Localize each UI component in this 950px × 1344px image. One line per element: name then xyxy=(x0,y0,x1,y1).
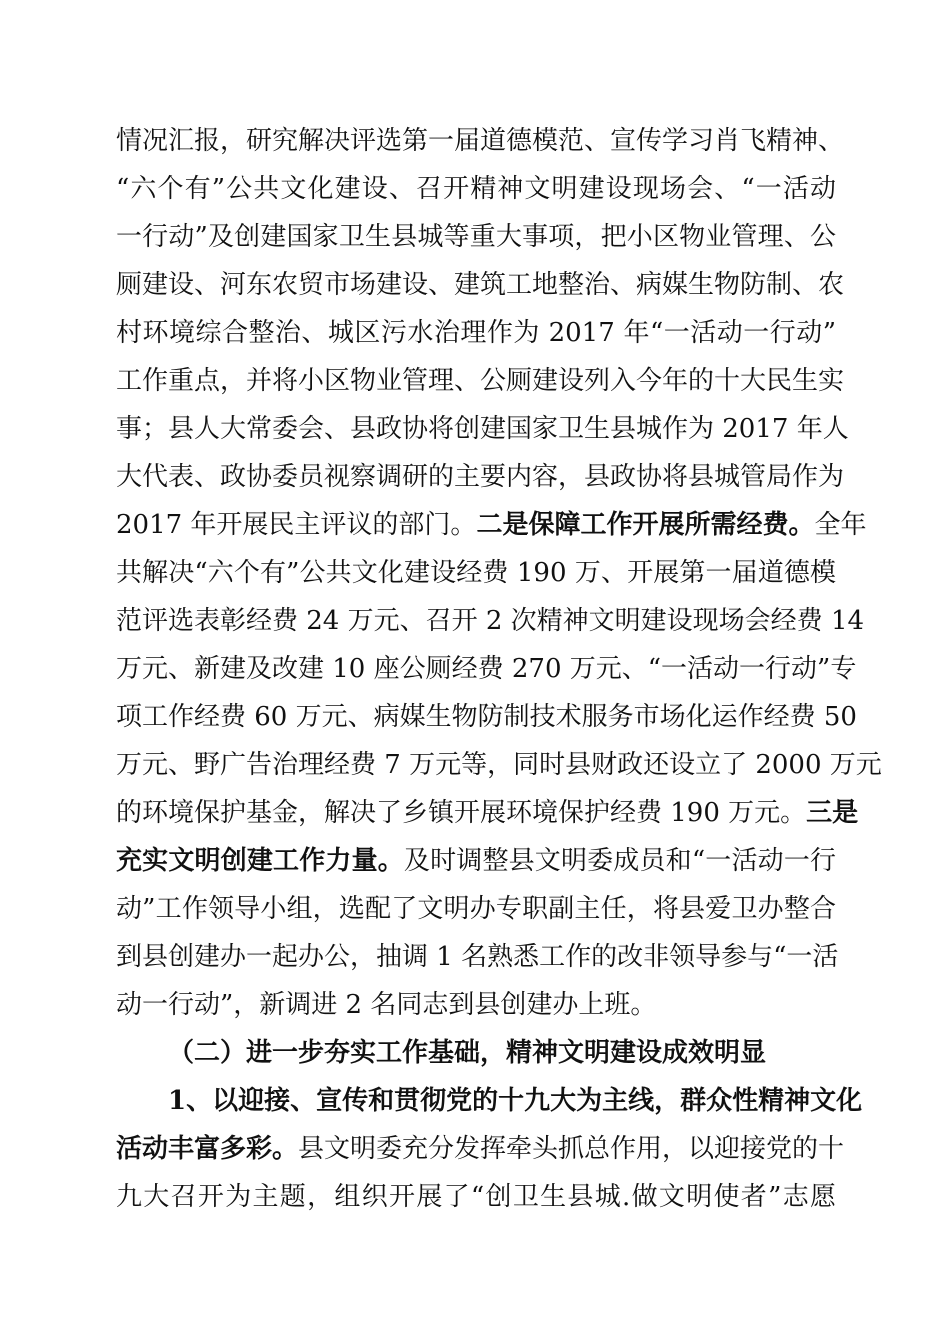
text-line: 大代表、政协委员视察调研的主要内容，县政协将县城管局作为 xyxy=(116,462,845,492)
text-line: 共解决“六个有”公共文化建设经费 190 万、开展第一届道德模 xyxy=(116,558,836,588)
text-line: 事；县人大常委会、县政协将创建国家卫生县城作为 2017 年人 xyxy=(116,414,849,444)
text-line: 九大召开为主题，组织开展了“创卫生县城.做文明使者”志愿 xyxy=(116,1182,836,1212)
section-heading: （二）进一步夯实工作基础，精神文明建设成效明显 xyxy=(168,1038,767,1068)
text-line: 万元、野广告治理经费 7 万元等，同时县财政还设立了 2000 万元 xyxy=(116,750,882,780)
text-line: 充实文明创建工作力量。及时调整县文明委成员和“一活动一行 xyxy=(116,846,836,876)
text-line: 的环境保护基金，解决了乡镇开展环境保护经费 190 万元。三是 xyxy=(116,798,859,828)
subsection-heading-line xyxy=(168,1077,863,1125)
bold-phrase: 充实文明创建工作力量。 xyxy=(116,846,404,876)
text-line: 2017 年开展民主评议的部门。二是保障工作开展所需经费。全年 xyxy=(116,510,867,540)
text-line: 活动丰富多彩。县文明委充分发挥牵头抓总作用，以迎接党的十 xyxy=(116,1134,845,1164)
text-line: “六个有”公共文化建设、召开精神文明建设现场会、“一活动 xyxy=(116,174,836,204)
text-line: 万元、新建及改建 10 座公厕经费 270 万元、“一活动一行动”专 xyxy=(116,654,857,684)
bold-phrase: 三是 xyxy=(806,798,859,828)
bold-phrase: 活动丰富多彩。 xyxy=(116,1134,299,1164)
text-line: 到县创建办一起办公，抽调 1 名熟悉工作的改非领导参与“一活 xyxy=(116,942,839,972)
text-line: 工作重点，并将小区物业管理、公厕建设列入今年的十大民生实 xyxy=(116,366,845,396)
text-line: 动”工作领导小组，选配了文明办专职副主任，将县爱卫办整合 xyxy=(116,894,836,924)
text-line: 情况汇报，研究解决评选第一届道德模范、宣传学习肖飞精神、 xyxy=(116,126,845,156)
text-line: 项工作经费 60 万元、病媒生物防制技术服务市场化运作经费 50 xyxy=(116,702,857,732)
text-line: 动一行动”，新调进 2 名同志到县创建办上班。 xyxy=(116,990,657,1020)
text-line: 村环境综合整治、城区污水治理作为 2017 年“一活动一行动” xyxy=(116,318,836,348)
bold-phrase: 1、以迎接、宣传和贯彻党的十九大为主线，群众性精神文化 xyxy=(168,1086,863,1116)
text-line: 厕建设、河东农贸市场建设、建筑工地整治、病媒生物防制、农 xyxy=(116,270,845,300)
bold-phrase: 二是保障工作开展所需经费。 xyxy=(476,510,815,540)
text-line: 一行动”及创建国家卫生县城等重大事项，把小区物业管理、公 xyxy=(116,222,836,252)
text-line: 范评选表彰经费 24 万元、召开 2 次精神文明建设现场会经费 14 xyxy=(116,606,865,636)
